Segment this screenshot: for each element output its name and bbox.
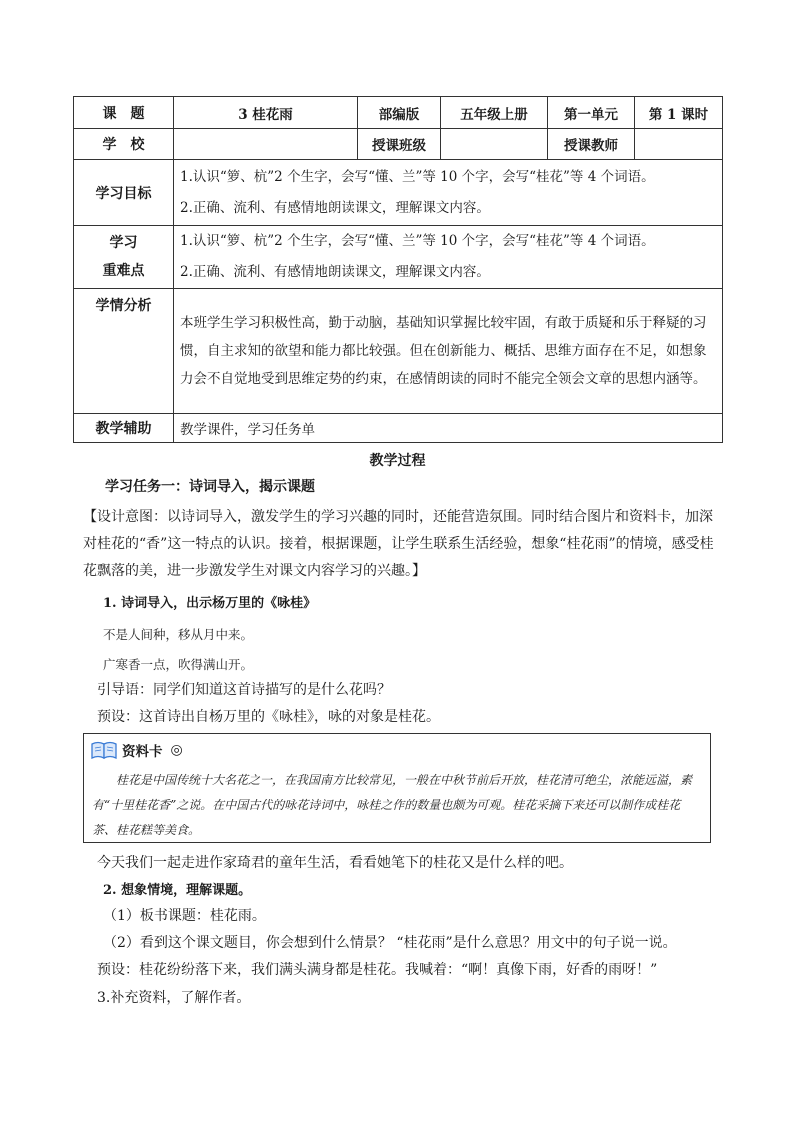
goals-line-2: 2.正确、流利、有感情地朗读课文，理解课文内容。 [180,199,490,216]
class-value [441,129,548,160]
row-school [74,129,723,160]
teacher-label: 授课教师 [548,129,635,160]
sub1-text: （1）板书课题：桂花雨。 [103,908,266,924]
school-value [174,129,358,160]
class-label: 授课班级 [358,129,441,160]
key-points-label-line1: 学习 [109,235,138,251]
row-goals [74,160,723,226]
row-key-points [74,226,723,289]
key-points-line-2: 2.正确、流利、有感情地朗读课文，理解课文内容。 [180,264,490,280]
goals-label: 学习目标 [74,160,174,226]
design-intent: 【设计意图：以诗词导入，激发学生的学习兴趣的同时，还能营造氛围。同时结合图片和资料卡，加深对桂花的“香”这一特点的认识。接着，根据课题，让学生联系生活经验，想象“桂花雨”的情境，感受桂花飘落的美，进一步激发学生对课文内容学习的兴趣。】 [83,509,714,579]
lesson-info-table [73,96,723,443]
period-cell: 第 1 课时 [635,97,723,129]
grade-cell: 五年级上册 [441,97,548,129]
sub2-text: （2）看到这个课文题目，你会想到什么情景？ “桂花雨”是什么意思？用文中的句子说一说。 [103,935,677,951]
key-points-line-1: 1.认识“箩、杭”2 个生字，会写“懂、兰”等 10 个字，会写“桂花”等 4 个词语。 [180,233,655,249]
poem-line-2: 广寒香一点，吹得满山开。 [103,657,254,672]
poem-line-1: 不是人间种，移从月中来。 [103,627,254,642]
row-course [74,97,723,129]
row-analysis [74,289,723,414]
key-points-label [74,226,174,289]
guide-text: 引导语：同学们知道这首诗描写的是什么花吗？ [97,682,391,698]
card-body: 桂花是中国传统十大名花之一，在我国南方比较常见，一般在中秋节前后开放，桂花清可绝尘，浓能远溢，素有“十里桂花香”之说。在中国古代的咏花诗词中，咏桂之作的数量也颇为可观。桂花采摘下来还可以制作成桂花茶、桂花糕等美食。 [92,773,693,837]
course-value: 3 桂花雨 [174,97,358,129]
edition-cell: 部编版 [358,97,441,129]
card-title: 资料卡 [122,744,163,760]
book-icon [90,740,118,760]
school-label: 学 校 [74,129,174,160]
process-title: 教学过程 [369,453,426,469]
step2-heading: 2. 想象情境，理解课题。 [103,883,252,898]
row-aids [74,414,723,443]
key-points-content [174,226,723,289]
card-mark: ◎ [170,742,183,758]
unit-cell: 第一单元 [548,97,635,129]
aids-value: 教学课件，学习任务单 [174,414,723,443]
step1-heading: 1. 诗词导入，出示杨万里的《咏桂》 [103,596,317,611]
goals-content [174,160,723,226]
key-points-label-line2: 重难点 [102,263,145,279]
info-card [83,733,711,843]
course-label: 课 题 [74,97,174,129]
goals-line-1: 1.认识“箩、杭”2 个生字，会写“懂、兰”等 10 个字，会写“桂花”等 4 个词语。 [180,168,655,185]
preset1-text: 预设：这首诗出自杨万里的《咏桂》，咏的对象是桂花。 [97,709,440,725]
analysis-content: 本班学生学习积极性高，勤于动脑，基础知识掌握比较牢固，有敢于质疑和乐于释疑的习惯，自主求知的欲望和能力都比较强。但在创新能力、概括、思维方面存在不足，如想象力会不自觉地受到思维定势的约束，在感情朗读的同时不能完全领会文章的思想内涵等。 [174,289,723,414]
teacher-value [635,129,723,160]
task1-heading: 学习任务一：诗词导入，揭示课题 [105,479,315,495]
aids-label: 教学辅助 [74,414,174,443]
analysis-label: 学情分析 [74,289,174,414]
card-header [90,740,183,760]
after-card-text: 今天我们一起走进作家琦君的童年生活，看看她笔下的桂花又是什么样的吧。 [97,855,573,871]
step3-text: 3.补充资料，了解作者。 [97,990,251,1006]
preset2-text: 预设：桂花纷纷落下来，我们满头满身都是桂花。我喊着：“啊！真像下雨，好香的雨呀！” [97,962,658,978]
